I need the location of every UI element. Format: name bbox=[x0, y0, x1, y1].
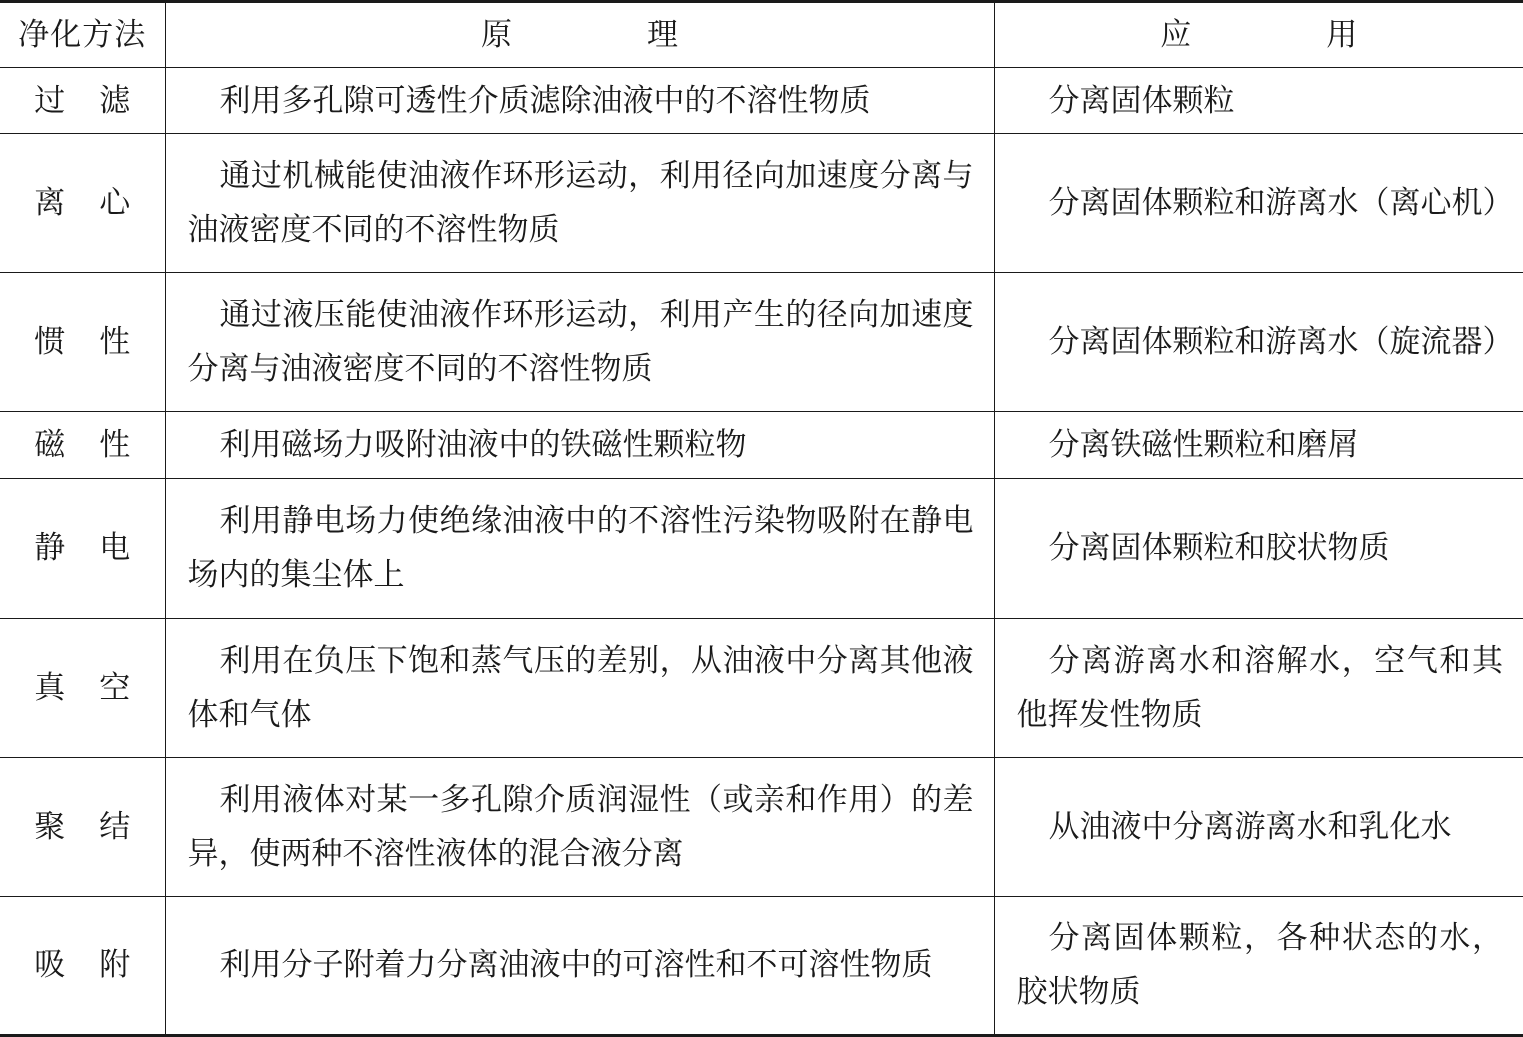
method-char-1: 静 bbox=[34, 530, 66, 567]
application-cell bbox=[994, 618, 1523, 757]
table-header bbox=[0, 2, 1523, 68]
method-cell bbox=[0, 479, 165, 618]
principle-cell bbox=[165, 618, 994, 757]
application-text: 分离固体颗粒和胶状物质 bbox=[1048, 530, 1390, 567]
principle-cell bbox=[165, 68, 994, 134]
table-row bbox=[0, 134, 1523, 273]
header-application-char-1: 应 bbox=[1160, 17, 1192, 53]
table-row bbox=[0, 896, 1523, 1035]
principle-cell bbox=[165, 479, 994, 618]
principle-text: 通过液压能使油液作环形运动，利用产生的径向加速度分离与油液密度不同的不溶性物质 bbox=[187, 297, 974, 388]
application-text: 分离游离水和溶解水，空气和其他挥发性物质 bbox=[1016, 642, 1503, 733]
header-application bbox=[994, 2, 1523, 68]
application-cell bbox=[994, 757, 1523, 896]
principle-text: 利用在负压下饱和蒸气压的差别，从油液中分离其他液体和气体 bbox=[187, 642, 974, 733]
application-cell bbox=[994, 479, 1523, 618]
application-text: 分离固体颗粒 bbox=[1048, 82, 1235, 119]
method-char-2: 性 bbox=[99, 324, 131, 361]
application-cell bbox=[994, 896, 1523, 1035]
header-method: 净化方法 bbox=[0, 2, 165, 68]
header-application-char-2: 用 bbox=[1326, 17, 1358, 53]
principle-cell bbox=[165, 273, 994, 412]
method-cell bbox=[0, 757, 165, 896]
principle-text: 利用磁场力吸附油液中的铁磁性颗粒物 bbox=[219, 427, 747, 464]
application-cell bbox=[994, 134, 1523, 273]
header-principle-char-2: 理 bbox=[647, 17, 678, 53]
table-row bbox=[0, 479, 1523, 618]
application-text: 从油液中分离游离水和乳化水 bbox=[1048, 808, 1452, 845]
principle-text: 利用液体对某一多孔隙介质润湿性（或亲和作用）的差异，使两种不溶性液体的混合液分离 bbox=[187, 781, 974, 872]
method-cell bbox=[0, 412, 165, 479]
principle-cell bbox=[165, 896, 994, 1035]
method-char-2: 空 bbox=[99, 669, 131, 706]
method-cell bbox=[0, 273, 165, 412]
header-principle-char-1: 原 bbox=[481, 17, 512, 53]
table-row bbox=[0, 68, 1523, 134]
principle-cell bbox=[165, 412, 994, 479]
method-char-2: 电 bbox=[99, 530, 131, 567]
principle-text: 通过机械能使油液作环形运动，利用径向加速度分离与油液密度不同的不溶性物质 bbox=[187, 158, 974, 249]
application-cell bbox=[994, 412, 1523, 479]
application-text: 分离固体颗粒和游离水（旋流器） bbox=[1048, 324, 1514, 361]
method-char-1: 过 bbox=[34, 82, 66, 119]
application-text: 分离固体颗粒和游离水（离心机） bbox=[1048, 185, 1514, 222]
method-char-1: 磁 bbox=[34, 427, 66, 464]
method-char-1: 真 bbox=[34, 669, 66, 706]
application-cell bbox=[994, 68, 1523, 134]
principle-cell bbox=[165, 134, 994, 273]
method-char-2: 结 bbox=[99, 808, 131, 845]
application-text: 分离固体颗粒，各种状态的水，胶状物质 bbox=[1016, 920, 1503, 1011]
principle-cell bbox=[165, 757, 994, 896]
method-char-1: 聚 bbox=[34, 808, 66, 845]
method-cell bbox=[0, 134, 165, 273]
table-row bbox=[0, 412, 1523, 479]
method-char-2: 性 bbox=[99, 427, 131, 464]
table-row bbox=[0, 757, 1523, 896]
principle-text: 利用分子附着力分离油液中的可溶性和不可溶性物质 bbox=[219, 947, 933, 984]
method-char-1: 惯 bbox=[34, 324, 66, 361]
principle-text: 利用静电场力使绝缘油液中的不溶性污染物吸附在静电场内的集尘体上 bbox=[187, 503, 974, 594]
header-principle bbox=[165, 2, 994, 68]
table-body bbox=[0, 68, 1523, 1036]
method-char-2: 附 bbox=[99, 947, 131, 984]
table-row bbox=[0, 618, 1523, 757]
method-cell bbox=[0, 896, 165, 1035]
method-cell bbox=[0, 618, 165, 757]
principle-text: 利用多孔隙可透性介质滤除油液中的不溶性物质 bbox=[219, 82, 871, 119]
table-row bbox=[0, 273, 1523, 412]
method-char-2: 滤 bbox=[99, 82, 131, 119]
method-char-1: 离 bbox=[34, 185, 66, 222]
header-row bbox=[0, 2, 1523, 68]
application-text: 分离铁磁性颗粒和磨屑 bbox=[1048, 427, 1359, 464]
application-cell bbox=[994, 273, 1523, 412]
method-char-2: 心 bbox=[99, 185, 131, 222]
method-char-1: 吸 bbox=[34, 947, 66, 984]
method-cell bbox=[0, 68, 165, 134]
